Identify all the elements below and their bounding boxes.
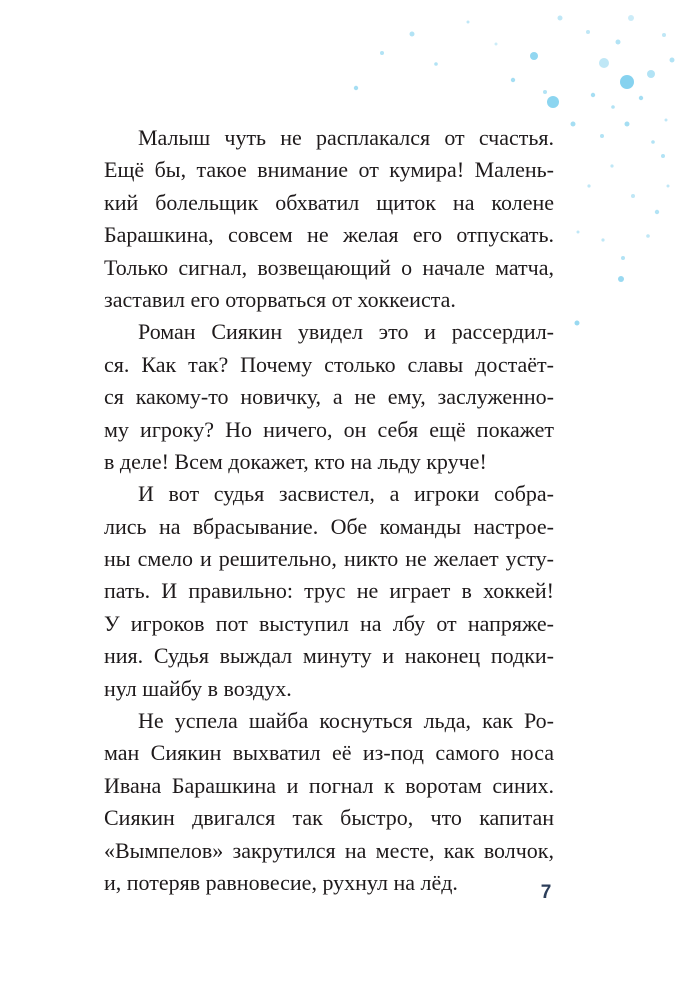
story-text (104, 122, 554, 899)
text-line: Не успела шайба коснуться льда, как Ро- (138, 708, 554, 734)
text-line: Роман Сиякин увидел это и рассердил- (138, 319, 554, 345)
text-line: ны смело и решительно, никто не желает усту- (104, 546, 554, 572)
paragraph-2 (104, 316, 554, 478)
text-line: Ещё бы, такое внимание от кумира! Малень- (104, 157, 554, 183)
text-line: Сиякин двигался так быстро, что капитан (104, 805, 554, 831)
paragraph-4 (104, 705, 554, 899)
text-line: Только сигнал, возвещающий о начале матча, (104, 254, 554, 280)
text-line: кий болельщик обхватил щиток на колене (104, 189, 554, 215)
paragraph-1 (104, 122, 554, 316)
text-line: ся. Как так? Почему столько славы достаёт- (104, 351, 554, 377)
text-line: «Вымпелов» закрутился на месте, как волчок, (104, 837, 554, 863)
text-line: и, потеряв равновесие, рухнул на лёд. (104, 869, 458, 895)
text-line: Ивана Барашкина и погнал к воротам синих. (104, 772, 554, 798)
text-line: му игроку? Но ничего, он себя ещё покажет (104, 416, 554, 442)
text-line: ман Сиякин выхватил её из-под самого носа (104, 740, 554, 766)
text-line: Малыш чуть не расплакался от счастья. (138, 125, 554, 150)
page-number: 7 (540, 882, 552, 903)
text-line: заставил его оторваться от хоккеиста. (104, 286, 456, 312)
paragraph-3 (104, 478, 554, 705)
text-line: в деле! Всем докажет, кто на льду круче! (104, 448, 487, 474)
text-line: пать. И правильно: трус не играет в хоккей! (104, 578, 554, 604)
text-line: нул шайбу в воздух. (104, 675, 292, 701)
text-line: Барашкина, совсем не желая его отпускать. (104, 222, 554, 248)
text-line: У игроков пот выступил на лбу от напряже- (104, 610, 554, 636)
text-line: ния. Судья выждал минуту и наконец подки- (104, 643, 554, 669)
text-line: лись на вбрасывание. Обе команды настрое- (104, 513, 554, 539)
text-line: И вот судья засвистел, а игроки собра- (138, 481, 554, 507)
text-line: ся какому-то новичку, а не ему, заслуженно- (104, 384, 554, 410)
